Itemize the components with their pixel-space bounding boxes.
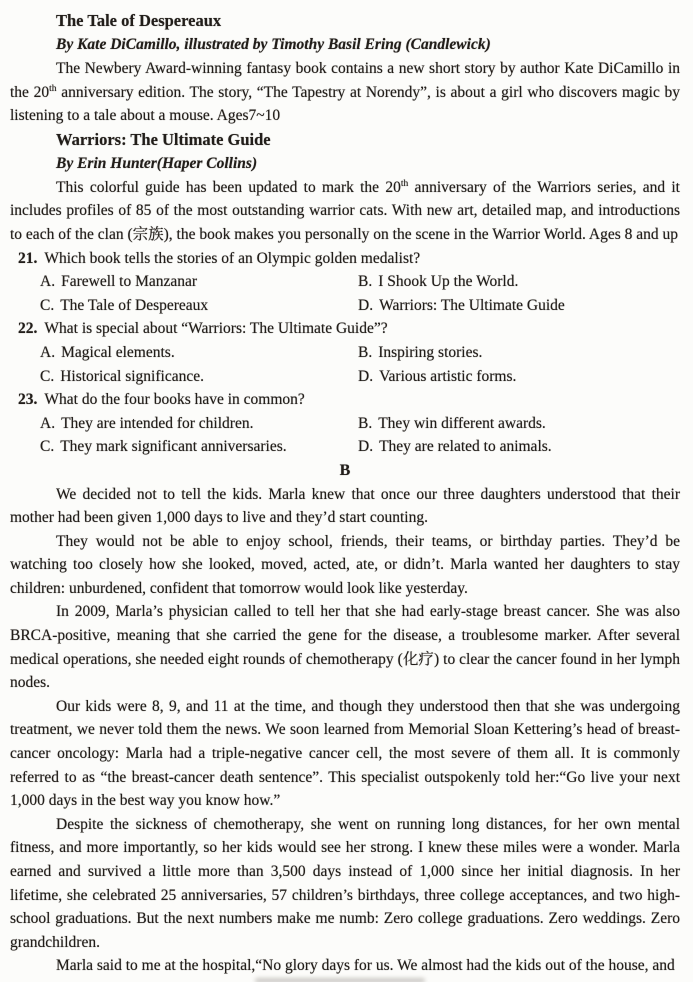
option-label: D. bbox=[358, 367, 374, 385]
option-text: Historical significance. bbox=[60, 367, 204, 385]
option-label: D. bbox=[358, 296, 374, 314]
option-label: B. bbox=[358, 414, 373, 432]
book-byline: By Kate DiCamillo, illustrated by Timothy Basil Ering (Candlewick) bbox=[56, 36, 491, 53]
question-22-options bbox=[10, 341, 680, 388]
option-text: The Tale of Despereaux bbox=[60, 296, 209, 314]
option-b bbox=[358, 341, 680, 365]
passage-paragraph: We decided not to tell the kids. Marla knew that once our three daughters understood that their mother had been given 1,000 days to live and they’d start counting. bbox=[10, 485, 680, 527]
option-c bbox=[40, 365, 358, 389]
passage-paragraph: Despite the sickness of chemotherapy, she went on running long distances, for her own mental fitness, and more importantly, so her kids would see her strong. I knew these miles were a wonder. Marla earned and survived a little more than 3,500 days instead of 1,000 since her initial diagnosis. In her lifetime, she celebrated 25 anniversaries, 57 children’s birthdays, three college acceptances, and two high-school graduations. But the next numbers make me numb: Zero college graduations. Zero weddings. Zero grandchildren. bbox=[10, 815, 680, 951]
book-title: Warriors: The Ultimate Guide bbox=[56, 129, 271, 149]
option-c bbox=[40, 294, 358, 318]
option-text: Magical elements. bbox=[61, 343, 175, 361]
option-c bbox=[40, 435, 358, 459]
option-text: Inspiring stories. bbox=[378, 343, 483, 361]
option-label: C. bbox=[40, 438, 55, 456]
option-label: A. bbox=[40, 273, 56, 291]
option-a bbox=[40, 341, 358, 365]
question-22 bbox=[10, 317, 680, 341]
book-description-text: anniversary of the Warriors series, and it includes profiles of 85 of the most outstanding warrior cats. With new art, detailed map, and introductions to each of the clan (宗族), the book makes you personally on the scene in the Warrior World. Ages 8 and up bbox=[10, 178, 680, 243]
ordinal-superscript: th bbox=[400, 178, 409, 189]
option-text: Various artistic forms. bbox=[379, 367, 517, 385]
option-a bbox=[40, 270, 358, 294]
question-text: What is special about “Warriors: The Ultimate Guide”? bbox=[44, 320, 388, 338]
book-description-text: The Newbery Award-winning fantasy book contains a new short story by author Kate DiCamillo in the 20 bbox=[10, 60, 680, 101]
option-text: They win different awards. bbox=[378, 414, 546, 432]
option-label: C. bbox=[40, 296, 55, 314]
question-number: 23. bbox=[18, 391, 38, 409]
option-text: They mark significant anniversaries. bbox=[60, 438, 287, 456]
option-text: They are intended for children. bbox=[61, 414, 254, 432]
option-d bbox=[358, 294, 680, 318]
question-21 bbox=[10, 247, 680, 271]
question-23-options bbox=[10, 412, 680, 459]
option-label: B. bbox=[358, 273, 373, 291]
book-description bbox=[10, 176, 680, 247]
passage-paragraph: Our kids were 8, 9, and 11 at the time, and though they understood then that she was undergoing treatment, we never told them the news. We soon learned from Memorial Sloan Kettering’s head of breast-cancer oncology: Marla had a triple-negative cancer cell, the most severe of them all. It is commonly referred to as “the breast-cancer death sentence”. This specialist outspokenly told her:“Go live your next 1,000 days in the best way you know how.” bbox=[10, 697, 680, 810]
option-label: A. bbox=[40, 414, 56, 432]
question-text: What do the four books have in common? bbox=[44, 391, 305, 409]
option-b bbox=[358, 412, 680, 436]
option-label: B. bbox=[358, 343, 373, 361]
passage-section-label: B bbox=[339, 461, 351, 479]
passage-paragraph: Marla said to me at the hospital,“No glory days for us. We almost had the kids out of the house, and bbox=[56, 957, 675, 975]
option-b bbox=[358, 270, 680, 294]
scan-smudge-artifact bbox=[255, 978, 425, 982]
option-text: They are related to animals. bbox=[379, 438, 552, 456]
ordinal-superscript: th bbox=[49, 83, 57, 94]
option-text: Farewell to Manzanar bbox=[61, 273, 198, 291]
passage-paragraph: In 2009, Marla’s physician called to tell her that she had early-stage breast cancer. She was also BRCA-positive, meaning that she carried the gene for the disease, a troublesome marker. After several medical operations, she needed eight rounds of chemotherapy (化疗) to clear the cancer found in her lymph nodes. bbox=[10, 603, 680, 692]
question-23 bbox=[10, 388, 680, 412]
option-text: Warriors: The Ultimate Guide bbox=[379, 296, 565, 314]
option-text: I Shook Up the World. bbox=[378, 273, 519, 291]
option-d bbox=[358, 435, 680, 459]
book-description bbox=[10, 57, 680, 128]
option-label: A. bbox=[40, 343, 56, 361]
option-label: D. bbox=[358, 438, 374, 456]
option-a bbox=[40, 412, 358, 436]
book-byline: By Erin Hunter(Haper Collins) bbox=[56, 154, 258, 172]
question-21-options bbox=[10, 270, 680, 317]
option-d bbox=[358, 365, 680, 389]
question-number: 21. bbox=[18, 249, 38, 267]
option-label: C. bbox=[40, 367, 55, 385]
book-title: The Tale of Despereaux bbox=[56, 11, 222, 30]
passage-paragraph: They would not be able to enjoy school, friends, their teams, or birthday parties. They’d be watching too closely how she looked, moved, acted, ate, or didn’t. Marla wanted her daughters to stay children: unburdened, confident that tomorrow would look like yesterday. bbox=[10, 532, 680, 597]
question-text: Which book tells the stories of an Olympic golden medalist? bbox=[44, 249, 421, 267]
book-description-text: This colorful guide has been updated to mark the 20 bbox=[56, 178, 401, 196]
book-description-text: anniversary edition. The story, “The Tapestry at Norendy”, is about a girl who discovers magic by listening to a tale about a mouse. Ages7~10 bbox=[10, 83, 681, 125]
question-number: 22. bbox=[18, 320, 38, 338]
